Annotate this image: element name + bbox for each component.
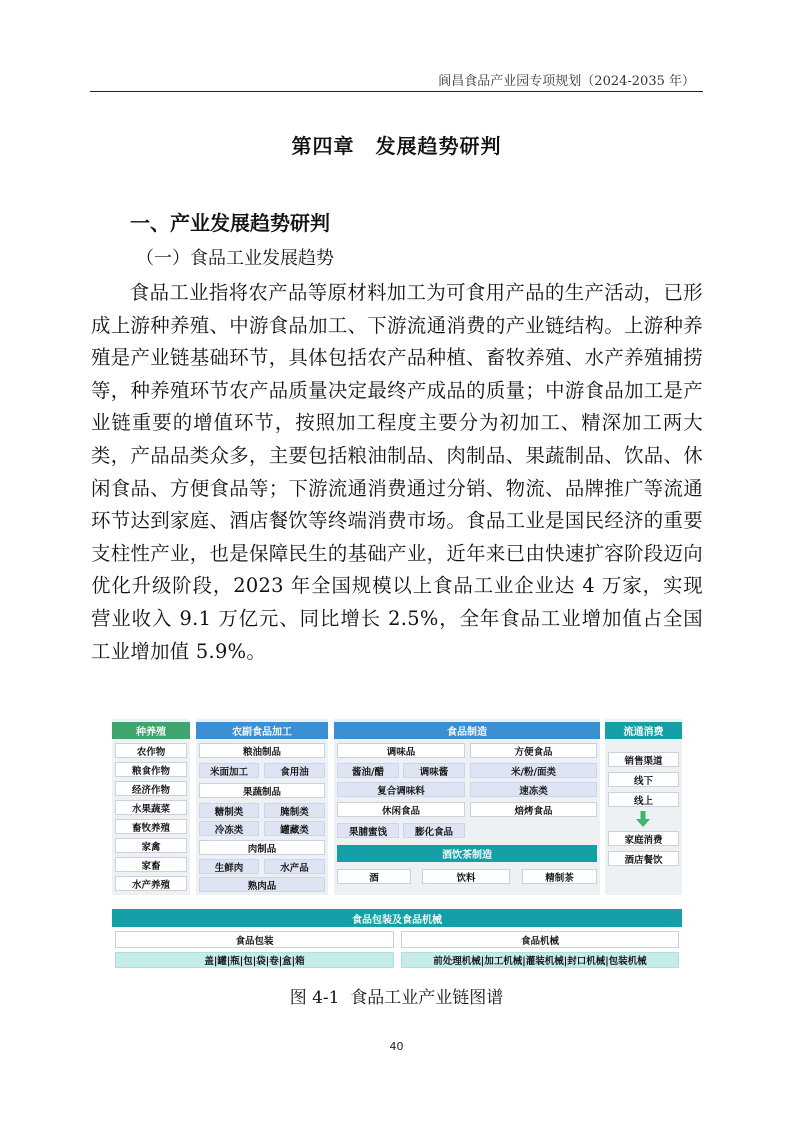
channel-sub-box: 线下 [608,772,679,787]
meat-box: 肉制品 [199,840,325,855]
fruit-sub-box: 腌制类 [264,803,325,818]
section-heading: 一、产业发展趋势研判 [130,211,330,235]
body-paragraph: 食品工业指将农产品等原材料加工为可食用产品的生产活动，已形成上游种养殖、中游食品加工、下游流通消费的产业链结构。上游种养殖是产业链基础环节，具体包括农产品种植、畜牧养殖、水产养殖捕捞等，种养殖环节农产品质量决定最终产成品的质量；中游食品加工是产业链重要的增值环节，按照加工程度主要分为初加工、精深加工两大类，产品品类众多，主要包括粮油制品、肉制品、果蔬制品、饮品、休闲食品、方便食品等；下游流通消费通过分销、物流、品牌推广等流通环节达到家庭、酒店餐饮等终端消费市场。食品工业是国民经济的重要支柱性产业，也是保障民生的基础产业，近年来已由快速扩容阶段迈向优化升级阶段，2023 年全国规模以上食品工业企业达 4 万家，实现营业收入 9.1 万亿元、同比增长 2.5%，全年食品工业增加值占全国工业增加值 5.9%。 [91,281,703,663]
circulation-panel [605,719,682,895]
chapter-title: 第四章 发展趋势研判 [291,134,502,158]
planting-item: 经济作物 [115,781,187,796]
planting-header: 种养殖 [112,722,190,739]
convenience-sub-box: 米/粉/面类 [470,763,597,778]
beverage-item: 酒 [337,869,411,884]
consumer-box: 酒店餐饮 [608,851,679,866]
grain-oil-box: 粮油制品 [199,743,325,758]
beverage-item: 精制茶 [522,869,597,884]
fruit-sub-box: 冷冻类 [199,821,259,836]
channel-sub-box: 线上 [608,792,679,807]
agri-processing-header: 农副食品加工 [196,722,328,739]
meat-sub-box: 水产品 [264,859,325,874]
packaging-label-box: 食品包装 [115,931,394,948]
fruit-sub-box: 糖制类 [199,803,259,818]
machinery-label-box: 食品机械 [401,931,679,948]
grain-sub-box: 米面加工 [199,763,259,778]
baked-food-box: 焙烤食品 [470,802,597,817]
snack-sub-box: 膨化食品 [403,823,465,838]
planting-item: 家畜 [115,857,187,872]
food-manufacturing-header: 食品制造 [334,722,600,739]
snack-sub-box: 果脯蜜饯 [337,823,399,838]
planting-item: 家禽 [115,838,187,853]
snack-box: 休闲食品 [337,802,465,817]
seasoning-sub-box: 调味酱 [403,763,465,778]
packaging-items-box: 盖|罐|瓶|包|袋|卷|盒|箱 [115,952,394,968]
running-header: 阆昌食品产业园专项规划（2024-2035 年） [438,74,695,89]
planting-item: 农作物 [115,743,187,758]
planting-item: 水果蔬菜 [115,800,187,815]
subsection-heading: （一）食品工业发展趋势 [136,248,334,269]
seasoning-sub-box: 酱油/醋 [337,763,399,778]
grain-sub-box: 食用油 [264,763,325,778]
header-rule [90,91,703,92]
compound-seasoning-box: 复合调味料 [337,782,465,797]
arrow-down-icon [636,811,650,827]
figure-caption: 图 4-1 食品工业产业链图谱 [289,988,504,1008]
cooked-meat-box: 熟肉品 [199,877,325,892]
sales-channel-box: 销售渠道 [608,752,679,767]
packaging-machinery-header: 食品包装及食品机械 [112,909,682,927]
circulation-header: 流通消费 [605,722,682,739]
page-number: 40 [389,1040,404,1053]
fruit-sub-box: 罐藏类 [264,821,325,836]
consumer-box: 家庭消费 [608,831,679,846]
beverage-item: 饮料 [422,869,510,884]
beverage-header: 酒饮茶制造 [337,845,597,862]
convenience-sub-box: 速冻类 [470,782,597,797]
industry-chain-diagram [112,719,682,972]
meat-sub-box: 生鲜肉 [199,859,259,874]
convenience-food-box: 方便食品 [470,743,597,758]
planting-item: 水产养殖 [115,876,187,891]
fruit-veg-box: 果蔬制品 [199,783,325,798]
machinery-items-box: 前处理机械|加工机械|灌装机械|封口机械|包装机械 [401,952,679,968]
planting-item: 粮食作物 [115,762,187,777]
planting-item: 畜牧养殖 [115,819,187,834]
seasoning-box: 调味品 [337,743,465,758]
